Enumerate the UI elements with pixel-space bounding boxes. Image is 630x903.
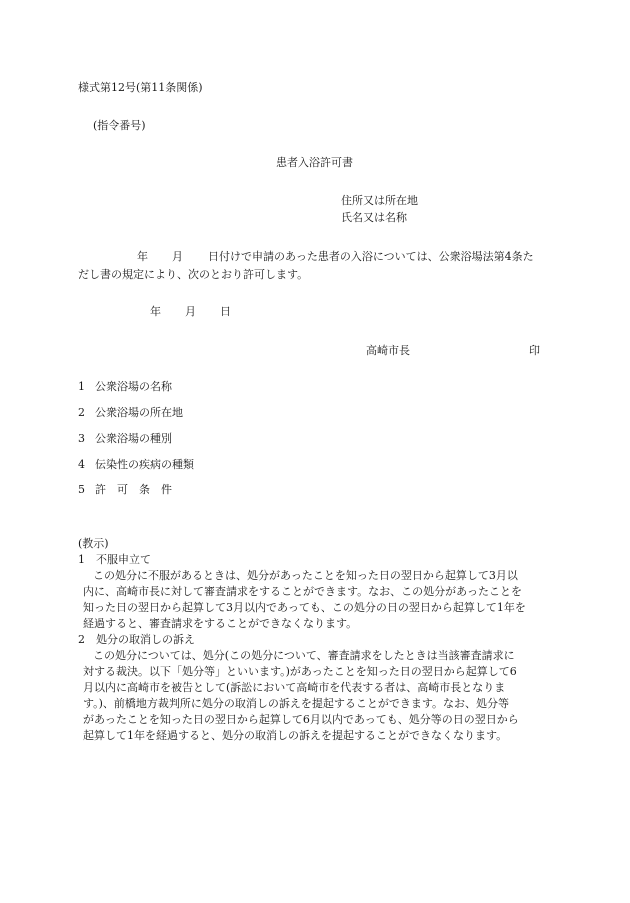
section-text: 対する裁決。以下「処分等」といいます。)があったことを知った日の翌日から起算して6 xyxy=(83,665,517,678)
seal-mark: 印 xyxy=(529,344,540,357)
item-label: 公衆浴場の所在地 xyxy=(95,406,183,419)
directive-number: (指令番号) xyxy=(93,119,146,132)
body-year: 年 xyxy=(137,250,148,263)
list-item xyxy=(78,482,172,498)
list-item xyxy=(78,405,183,421)
form-label: 様式第12号(第11条関係) xyxy=(78,81,203,94)
list-item xyxy=(78,379,172,395)
notice-heading: (教示) xyxy=(78,537,109,550)
item-number: 1 xyxy=(78,380,85,393)
section-text: 経過すると、審査請求をすることができなくなります。 xyxy=(83,617,358,630)
list-item xyxy=(78,431,172,447)
item-label: 許 可 条 件 xyxy=(95,483,172,496)
recipient-address-label: 住所又は所在地 xyxy=(341,194,418,207)
section-text: す。)、前橋地方裁判所に処分の取消しの訴えを提起することができます。なお、処分等 xyxy=(83,697,510,710)
issue-date-day: 日 xyxy=(220,305,231,318)
section-text: 知った日の翌日から起算して3月以内であっても、この処分の日の翌日から起算して1年を xyxy=(83,601,526,614)
section-text: 起算して1年を経過すると、処分の取消しの訴えを提起することができなくなります。 xyxy=(83,729,508,742)
section-text: この処分については、処分(この処分について、審査請求をしたときは当該審査請求に xyxy=(93,649,515,662)
recipient-name-label: 氏名又は名称 xyxy=(341,211,407,224)
section-text: があったことを知った日の翌日から起算して6月以内であっても、処分等の日の翌日から xyxy=(83,713,519,726)
body-text: 日付けで申請のあった患者の入浴については、公衆浴場法第4条た xyxy=(208,250,534,263)
item-label: 公衆浴場の種別 xyxy=(95,432,172,445)
item-label: 伝染性の疾病の種類 xyxy=(95,458,194,471)
section-text: 内に、高崎市長に対して審査請求をすることができます。なお、この処分があったことを xyxy=(83,585,523,598)
body-month: 月 xyxy=(172,250,183,263)
issuer-title: 高崎市長 xyxy=(366,344,410,357)
section-text: この処分に不服があるときは、処分があったことを知った日の翌日から起算して3月以 xyxy=(93,569,518,582)
section-text: 月以内に高崎市を被告として(訴訟において高崎市を代表する者は、高崎市長となりま xyxy=(83,681,506,694)
item-number: 4 xyxy=(78,458,85,471)
body-text-line2: だし書の規定により、次のとおり許可します。 xyxy=(78,268,309,281)
document-title: 患者入浴許可書 xyxy=(276,156,353,169)
item-number: 2 xyxy=(78,406,85,419)
section-title: 1 不服申立て xyxy=(78,553,151,566)
item-number: 5 xyxy=(78,483,85,496)
notice-section xyxy=(78,536,553,744)
issue-date-year: 年 xyxy=(150,305,161,318)
section-title: 2 処分の取消しの訴え xyxy=(78,633,195,646)
issue-date-month: 月 xyxy=(185,305,196,318)
item-number: 3 xyxy=(78,432,85,445)
item-label: 公衆浴場の名称 xyxy=(95,380,172,393)
list-item xyxy=(78,457,194,473)
